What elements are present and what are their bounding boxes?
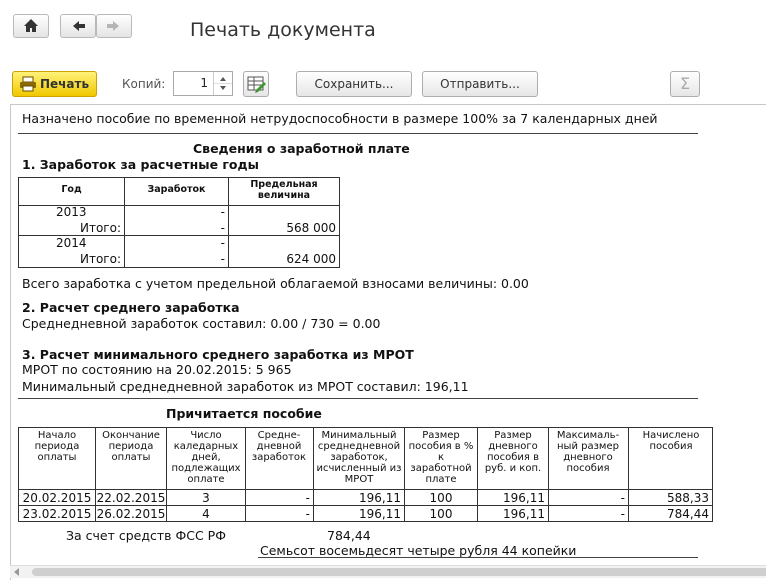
table2-cell: 4 (202, 507, 210, 521)
table2-cell: 784,44 (667, 507, 709, 521)
arrow-right-icon (97, 15, 131, 37)
sum-icon: Σ (679, 74, 691, 93)
table2-header: Размер пособия в % к заработной плате (408, 430, 474, 485)
divider (18, 133, 698, 134)
table2-header: Начало периода оплаты (34, 430, 80, 463)
page-title: Печать документа (190, 19, 376, 41)
table1-header-earnings: Заработок (147, 184, 206, 195)
table1-cell: 624 000 (286, 252, 336, 266)
table-edit-icon (244, 72, 268, 96)
mrot-text: МРОТ по состоянию на 20.02.2015: 5 965 (22, 362, 292, 377)
printer-icon (19, 76, 37, 92)
table2-cell: 22.02.2015 (96, 491, 166, 505)
table1-cell: - (220, 221, 225, 235)
section3-title: 3. Расчет минимального среднего заработка из МРОТ (22, 347, 414, 362)
benefit-title: Причитается пособие (166, 406, 322, 421)
amount-in-words: Семьсот восемьдесят четыре рубля 44 копейки (260, 543, 577, 558)
salary-title: Сведения о заработной плате (193, 141, 410, 156)
table2-header: Начислено пособия (642, 430, 700, 452)
print-label: Печать (40, 77, 90, 91)
table2-header: Окончание периода оплаты (102, 430, 160, 463)
section1-title: 1. Заработок за расчетные годы (22, 157, 259, 172)
table1-cell: - (220, 252, 225, 266)
table2-cell: 23.02.2015 (22, 507, 92, 521)
forward-button[interactable] (96, 14, 132, 38)
amount-underline (258, 557, 698, 558)
table2-cell: 196,11 (359, 491, 401, 505)
copies-value: 1 (200, 76, 208, 90)
table2-cell: 100 (429, 507, 453, 521)
print-button[interactable] (12, 71, 97, 97)
table2-cell: - (305, 491, 310, 505)
table1-cell: - (220, 205, 225, 219)
table1-cell: 568 000 (286, 221, 336, 235)
edit-toggle-button[interactable] (243, 71, 269, 97)
stepper-arrows-icon (214, 72, 232, 95)
table2-header: Максималь-ный размер дневного пособия (556, 430, 620, 474)
table2-header: Средне-дневной заработок (251, 430, 307, 463)
scrollbar-thumb[interactable] (32, 568, 766, 576)
sum-button[interactable] (670, 71, 700, 97)
table2-cell: 26.02.2015 (96, 507, 166, 521)
table2-cell: 3 (202, 491, 210, 505)
table1-cell: 2014 (56, 236, 87, 250)
table1-cell: Итого: (80, 221, 121, 235)
home-icon (14, 15, 48, 37)
send-button[interactable]: Отправить... (422, 71, 538, 97)
table2-cell: - (305, 507, 310, 521)
copies-label: Копий: (122, 77, 166, 91)
table2-cell: 196,11 (503, 507, 545, 521)
copies-stepper[interactable] (213, 72, 232, 95)
table2-cell: 20.02.2015 (22, 491, 92, 505)
table2-cell: - (620, 507, 625, 521)
home-button[interactable] (13, 14, 49, 38)
save-button[interactable]: Сохранить... (296, 71, 412, 97)
fss-label: За счет средств ФСС РФ (66, 528, 226, 543)
back-button[interactable] (60, 14, 96, 38)
table2-cell: 588,33 (667, 491, 709, 505)
table2-cell: - (620, 491, 625, 505)
table2-cell: 196,11 (359, 507, 401, 521)
table2-cell: 196,11 (503, 491, 545, 505)
table1-cell: 2013 (56, 205, 87, 219)
copies-input[interactable] (173, 71, 233, 96)
horizontal-scrollbar[interactable] (10, 565, 766, 578)
table1-cell: Итого: (80, 252, 121, 266)
scroll-left-arrow-icon[interactable] (14, 568, 19, 576)
fss-value: 784,44 (327, 528, 371, 543)
avg-daily-text: Среднедневной заработок составил: 0.00 / 730 = 0.00 (22, 316, 381, 331)
table2-header: Размер дневного пособия в руб. и коп. (484, 430, 542, 474)
total-earnings-text: Всего заработка с учетом предельной облагаемой взносами величины: 0.00 (22, 276, 529, 291)
table1-cell: - (220, 236, 225, 250)
arrow-left-icon (61, 15, 95, 37)
table1-header-limit: Предельная величина (250, 179, 318, 201)
divider (18, 398, 698, 399)
table2-header: Число каледарных дней, подлежащих оплате (171, 430, 241, 485)
section2-title: 2. Расчет среднего заработка (22, 300, 240, 315)
table1-header-year: Год (61, 184, 82, 195)
min-daily-text: Минимальный среднедневной заработок из МРОТ составил: 196,11 (22, 379, 469, 394)
intro-text: Назначено пособие по временной нетрудоспособности в размере 100% за 7 календарных дней (22, 111, 658, 126)
table2-cell: 100 (429, 491, 453, 505)
table2-header: Минимальный среднедневной заработок, исчисленный из МРОТ (316, 430, 402, 485)
